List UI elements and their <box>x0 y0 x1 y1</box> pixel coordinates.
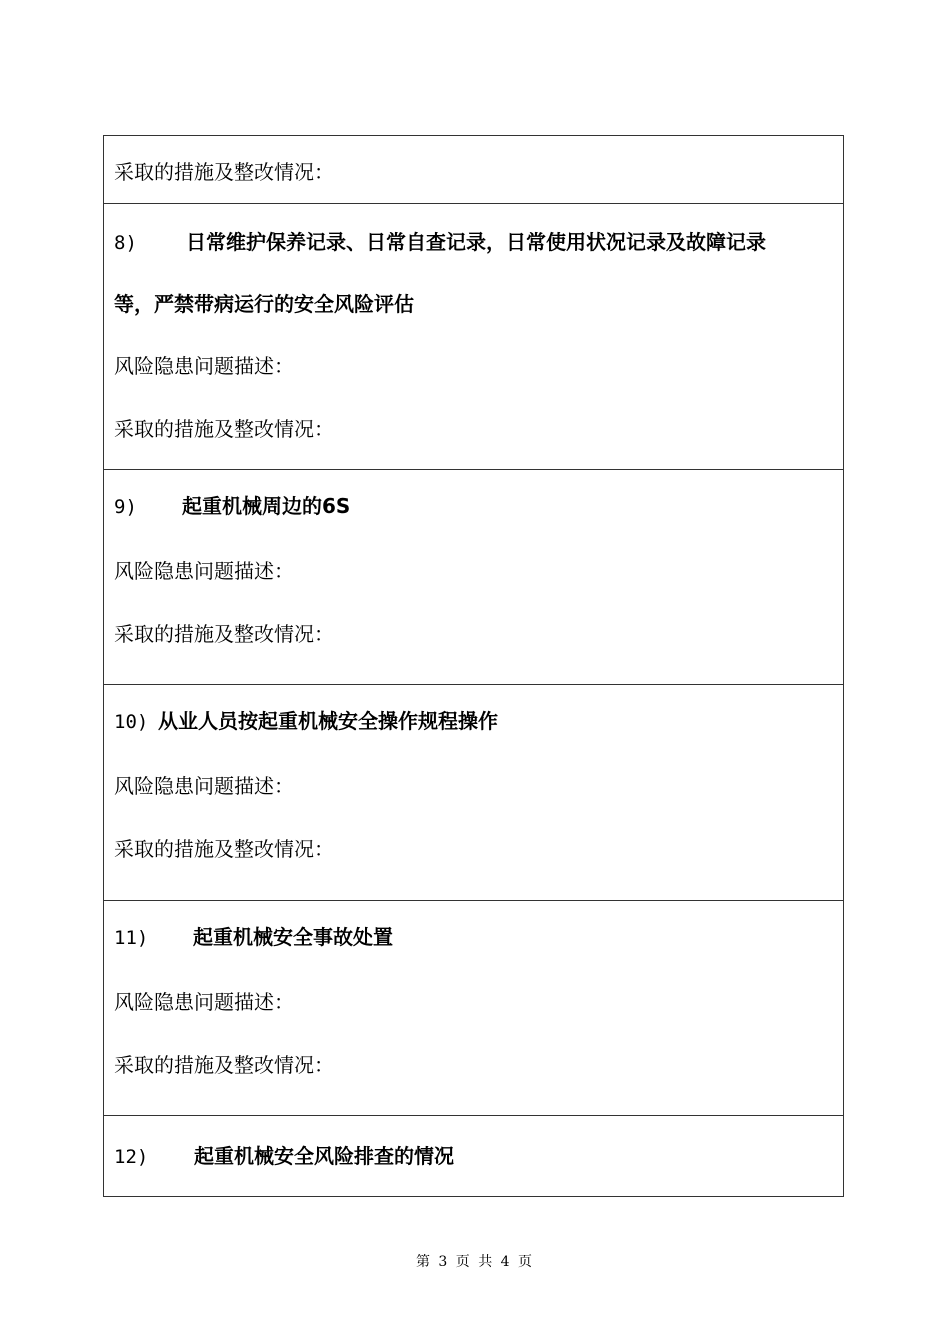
item-number: 10) <box>114 711 149 733</box>
item-title-text: 起重机械安全事故处置 <box>193 925 393 949</box>
table-row <box>104 1116 844 1197</box>
table-row <box>104 901 844 1116</box>
item-title <box>114 1146 833 1167</box>
item-title-text: 从业人员按起重机械安全操作规程操作 <box>158 709 498 733</box>
table-cell <box>104 136 844 204</box>
table-row <box>104 470 844 685</box>
measure-label: 采取的措施及整改情况： <box>114 1053 334 1077</box>
item-title-text: 起重机械安全风险排查的情况 <box>194 1144 454 1168</box>
table-row <box>104 136 844 204</box>
item-number: 12) <box>114 1146 149 1168</box>
item-number: 11) <box>114 927 149 949</box>
risk-label: 风险隐患问题描述： <box>114 559 294 583</box>
measure-label: 采取的措施及整改情况： <box>114 417 334 441</box>
risk-label: 风险隐患问题描述： <box>114 774 294 798</box>
item-title <box>114 927 833 948</box>
table-cell <box>104 901 844 1116</box>
table-row <box>104 685 844 901</box>
table-cell <box>104 685 844 901</box>
item-title <box>114 711 833 732</box>
risk-label: 风险隐患问题描述： <box>114 990 294 1014</box>
table-cell <box>104 204 844 470</box>
measure-label: 采取的措施及整改情况： <box>114 622 334 646</box>
item-number: 9) <box>114 496 137 518</box>
item-title <box>114 496 833 517</box>
item-number: 8) <box>114 232 137 254</box>
item-title-line1: 日常维护保养记录、日常自查记录，日常使用状况记录及故障记录 <box>186 230 766 254</box>
item-title <box>114 232 833 253</box>
table-row <box>104 204 844 470</box>
risk-label: 风险隐患问题描述： <box>114 354 294 378</box>
table-cell <box>104 470 844 685</box>
item-title-text: 起重机械周边的6S <box>182 494 351 518</box>
measure-label: 采取的措施及整改情况： <box>114 837 334 861</box>
inspection-table <box>103 135 844 1197</box>
table-cell <box>104 1116 844 1197</box>
page-footer: 第 3 页 共 4 页 <box>415 1254 535 1270</box>
measure-label: 采取的措施及整改情况： <box>114 160 334 184</box>
item-title-line2: 等，严禁带病运行的安全风险评估 <box>114 292 414 316</box>
